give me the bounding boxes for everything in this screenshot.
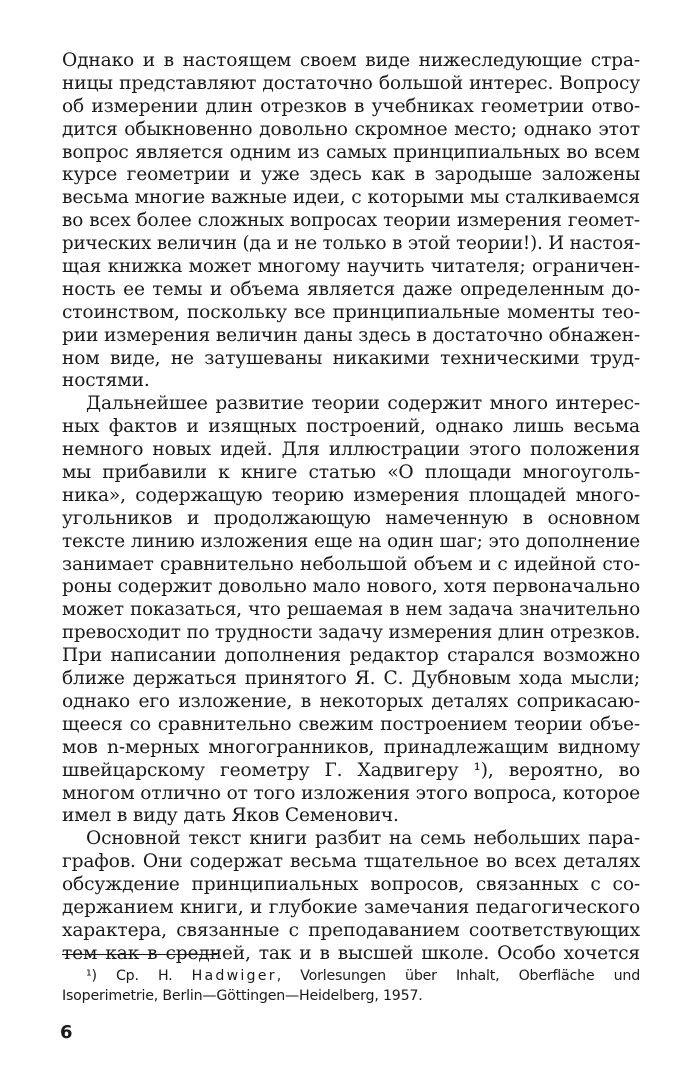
text-line: держанием книги, и глубокие замечания педагогического	[62, 896, 640, 918]
footnote-title: , Vorlesungen über Inhalt, Oberfläche und	[276, 968, 641, 984]
text-line: швейцарскому геометру Г. Хадвигеру ¹), вероятно, во	[62, 759, 640, 781]
paragraph-3	[62, 828, 640, 965]
text-line: превосходит по трудности задачу измерения длин отрезков.	[62, 622, 641, 644]
text-line: щая книжка может многому научить читателя; ограничен-	[62, 256, 640, 278]
footnote-author: Hadwiger	[191, 968, 277, 984]
footnote-divider	[62, 954, 217, 955]
text-line: ницы представляют достаточно большой интерес. Вопросу	[62, 72, 640, 94]
paragraph-2	[62, 393, 640, 828]
footnote-line: Isoperimetrie, Berlin—Göttingen—Heidelberg, 1957.	[62, 988, 423, 1004]
text-line: тексте линию изложения еще на один шаг; это дополнение	[62, 530, 640, 552]
body-text	[62, 50, 640, 966]
text-line: ном виде, не затушеваны никакими техническими труд-	[62, 347, 640, 369]
footnote	[62, 966, 640, 1006]
text-line: может показаться, что решаемая в нем задача значительно	[62, 599, 640, 621]
text-line: рии измерения величин даны здесь в достаточно обнажен-	[62, 324, 640, 346]
text-line: немного новых идей. Для иллюстрации этого положения	[62, 439, 640, 461]
text-line: графов. Они содержат весьма тщательное во всех деталях	[62, 851, 640, 873]
text-line: Основной текст книги разбит на семь небольших пара-	[86, 828, 640, 850]
paragraph-1	[62, 50, 640, 393]
text-line: характера, связанные с преподаванием соответствующих	[62, 919, 640, 941]
text-line: мы прибавили к книге статью «О площади многоуголь-	[62, 462, 640, 484]
text-line: ных фактов и изящных построений, однако лишь весьма	[62, 416, 640, 438]
text-line: курсе геометрии и уже здесь как в зародыше заложены	[62, 164, 640, 186]
text-line: обсуждение принципиальных вопросов, связанных с со-	[62, 874, 640, 896]
text-line: Дальнейшее развитие теории содержит много интерес-	[86, 393, 640, 415]
text-line: тем как в средней, так и в высшей школе. Особо хочется	[62, 942, 640, 964]
page-number: 6	[60, 1022, 73, 1043]
footnote-prefix: ¹) Ср. H.	[86, 968, 192, 984]
text-line: занимает сравнительно небольшой объем и с идейной сто-	[62, 553, 640, 575]
text-line: ника», содержащую теорию измерения площадей много-	[62, 484, 640, 506]
footnote-line	[62, 966, 640, 986]
text-line: рических величин (да и не только в этой теории!). И настоя-	[62, 233, 641, 255]
text-line: роны содержит довольно мало нового, хотя первоначально	[62, 576, 640, 598]
text-line: дится обыкновенно довольно скромное место; однако этот	[62, 118, 640, 140]
text-line: весьма многие важные идеи, с которыми мы сталкиваемся	[62, 187, 640, 209]
text-line: ближе держаться принятого Я. С. Дубновым хода мысли;	[62, 668, 640, 690]
text-line: ностями.	[62, 370, 150, 392]
text-line: ность ее темы и объема является даже определенным до-	[62, 278, 640, 300]
text-line: вопрос является одним из самых принципиальных во всем	[62, 141, 640, 163]
text-line: об измерении длин отрезков в учебниках геометрии отво-	[62, 95, 640, 117]
text-line: многом отлично от того изложения этого вопроса, которое	[62, 782, 640, 804]
text-line: стоинством, поскольку все принципиальные моменты тео-	[62, 301, 640, 323]
text-line: мов n-мерных многогранников, принадлежащим видному	[62, 736, 640, 758]
text-line: Однако и в настоящем своем виде нижеследующие стра-	[62, 50, 640, 71]
text-line: угольников и продолжающую намеченную в основном	[62, 507, 640, 529]
text-line: однако его изложение, в некоторых деталях соприкасаю-	[62, 690, 640, 712]
text-line: имел в виду дать Яков Семенович.	[62, 805, 399, 827]
text-line: во всех более сложных вопросах теории измерения геомет-	[62, 210, 640, 232]
text-line: щееся со сравнительно свежим построением теории объе-	[62, 713, 640, 735]
text-line: При написании дополнения редактор старался возможно	[62, 645, 640, 667]
